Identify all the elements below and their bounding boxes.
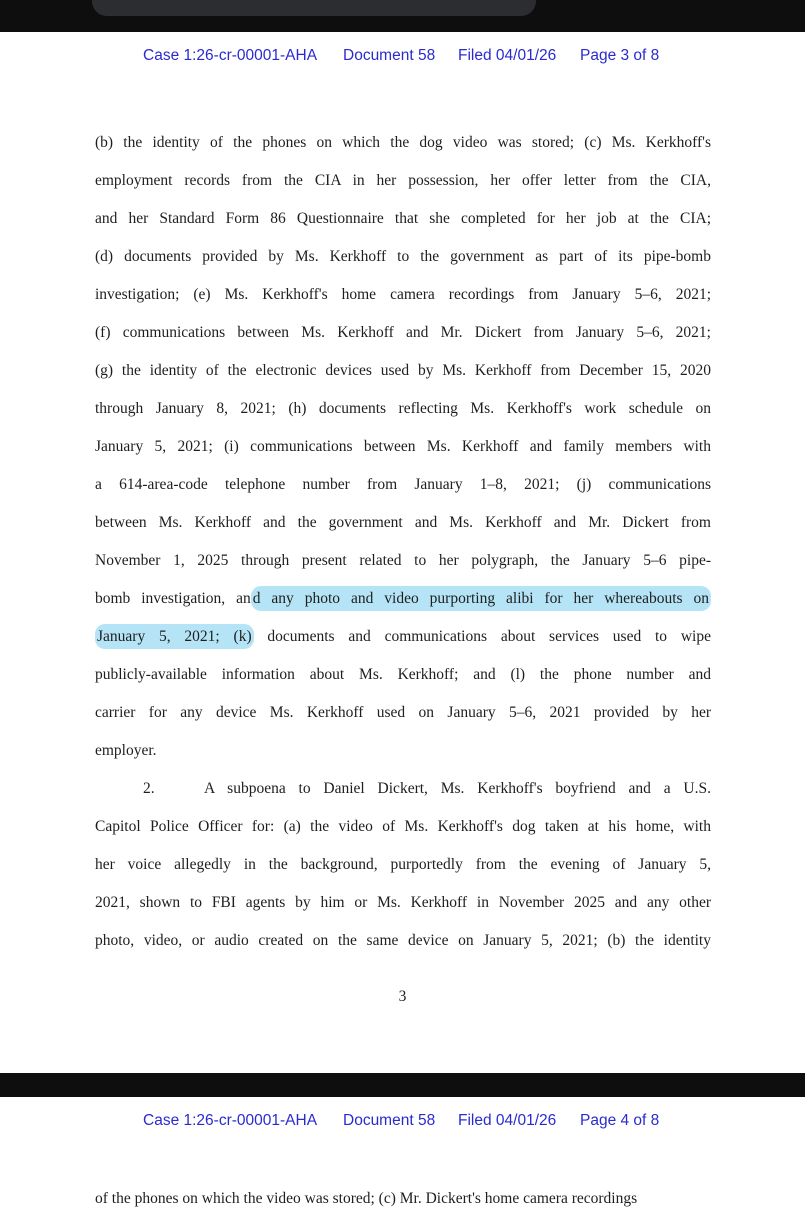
search-bar[interactable] xyxy=(92,0,536,16)
document-number: Document 58 xyxy=(343,1112,436,1129)
body-line: (g) the identity of the electronic devices used by Ms. Kerkhoff from December 15, 2020 xyxy=(95,362,711,379)
paragraph-2-first-line xyxy=(95,770,711,808)
body-line-highlighted xyxy=(95,618,711,656)
body-text: A subpoena to Daniel Dickert, Ms. Kerkhoff's boyfriend and a U.S. xyxy=(204,780,711,797)
paragraph-number: 2. xyxy=(143,780,155,797)
next-page-partial-line: of the phones on which the video was stored; (c) Mr. Dickert's home camera recordings xyxy=(95,1190,638,1207)
document-body xyxy=(95,124,711,960)
body-line: carrier for any device Ms. Kerkhoff used on January 5–6, 2021 provided by her xyxy=(95,704,711,721)
top-bar xyxy=(0,0,805,32)
body-line: 2021, shown to FBI agents by him or Ms. Kerkhoff in November 2025 and any other xyxy=(95,894,711,911)
body-line: her voice allegedly in the background, purportedly from the evening of January 5, xyxy=(95,856,711,873)
body-line: a 614-area-code telephone number from January 1–8, 2021; (j) communications xyxy=(95,476,711,493)
body-line: through January 8, 2021; (h) documents reflecting Ms. Kerkhoff's work schedule on xyxy=(95,400,711,417)
body-line: January 5, 2021; (i) communications between Ms. Kerkhoff and family members with xyxy=(95,438,711,455)
body-line: (d) documents provided by Ms. Kerkhoff to the government as part of its pipe-bomb xyxy=(95,248,711,265)
highlighted-text: January 5, 2021; (k) xyxy=(95,624,254,649)
body-line: photo, video, or audio created on the same device on January 5, 2021; (b) the identity xyxy=(95,932,711,949)
body-text: bomb investigation, an xyxy=(95,590,251,607)
page-header-bottom xyxy=(0,1112,805,1136)
body-line: employer. xyxy=(95,742,157,759)
page-divider xyxy=(0,1073,805,1097)
body-line: November 1, 2025 through present related to her polygraph, the January 5–6 pipe- xyxy=(95,552,711,569)
page-header-top xyxy=(0,47,805,71)
page-indicator: Page 3 of 8 xyxy=(580,47,660,64)
body-line: between Ms. Kerkhoff and the government and Ms. Kerkhoff and Mr. Dickert from xyxy=(95,514,711,531)
body-line: investigation; (e) Ms. Kerkhoff's home camera recordings from January 5–6, 2021; xyxy=(95,286,711,303)
highlighted-text: d any photo and video purporting alibi for her whereabouts on xyxy=(251,586,711,611)
filed-date: Filed 04/01/26 xyxy=(458,1112,557,1129)
body-line: publicly-available information about Ms. Kerkhoff; and (l) the phone number and xyxy=(95,666,711,683)
case-number: Case 1:26-cr-00001-AHA xyxy=(143,1112,318,1129)
body-line: (b) the identity of the phones on which the dog video was stored; (c) Ms. Kerkhoff's xyxy=(95,134,711,151)
body-line: and her Standard Form 86 Questionnaire that she completed for her job at the CIA; xyxy=(95,210,711,227)
case-number: Case 1:26-cr-00001-AHA xyxy=(143,47,318,64)
page-number: 3 xyxy=(398,988,407,1005)
body-line-highlighted xyxy=(95,580,711,618)
body-line: Capitol Police Officer for: (a) the video of Ms. Kerkhoff's dog taken at his home, with xyxy=(95,818,711,835)
body-line: (f) communications between Ms. Kerkhoff and Mr. Dickert from January 5–6, 2021; xyxy=(95,324,711,341)
body-text: documents and communications about services used to wipe xyxy=(253,628,711,645)
page-indicator: Page 4 of 8 xyxy=(580,1112,660,1129)
document-number: Document 58 xyxy=(343,47,436,64)
body-line: employment records from the CIA in her possession, her offer letter from the CIA, xyxy=(95,172,711,189)
filed-date: Filed 04/01/26 xyxy=(458,47,557,64)
